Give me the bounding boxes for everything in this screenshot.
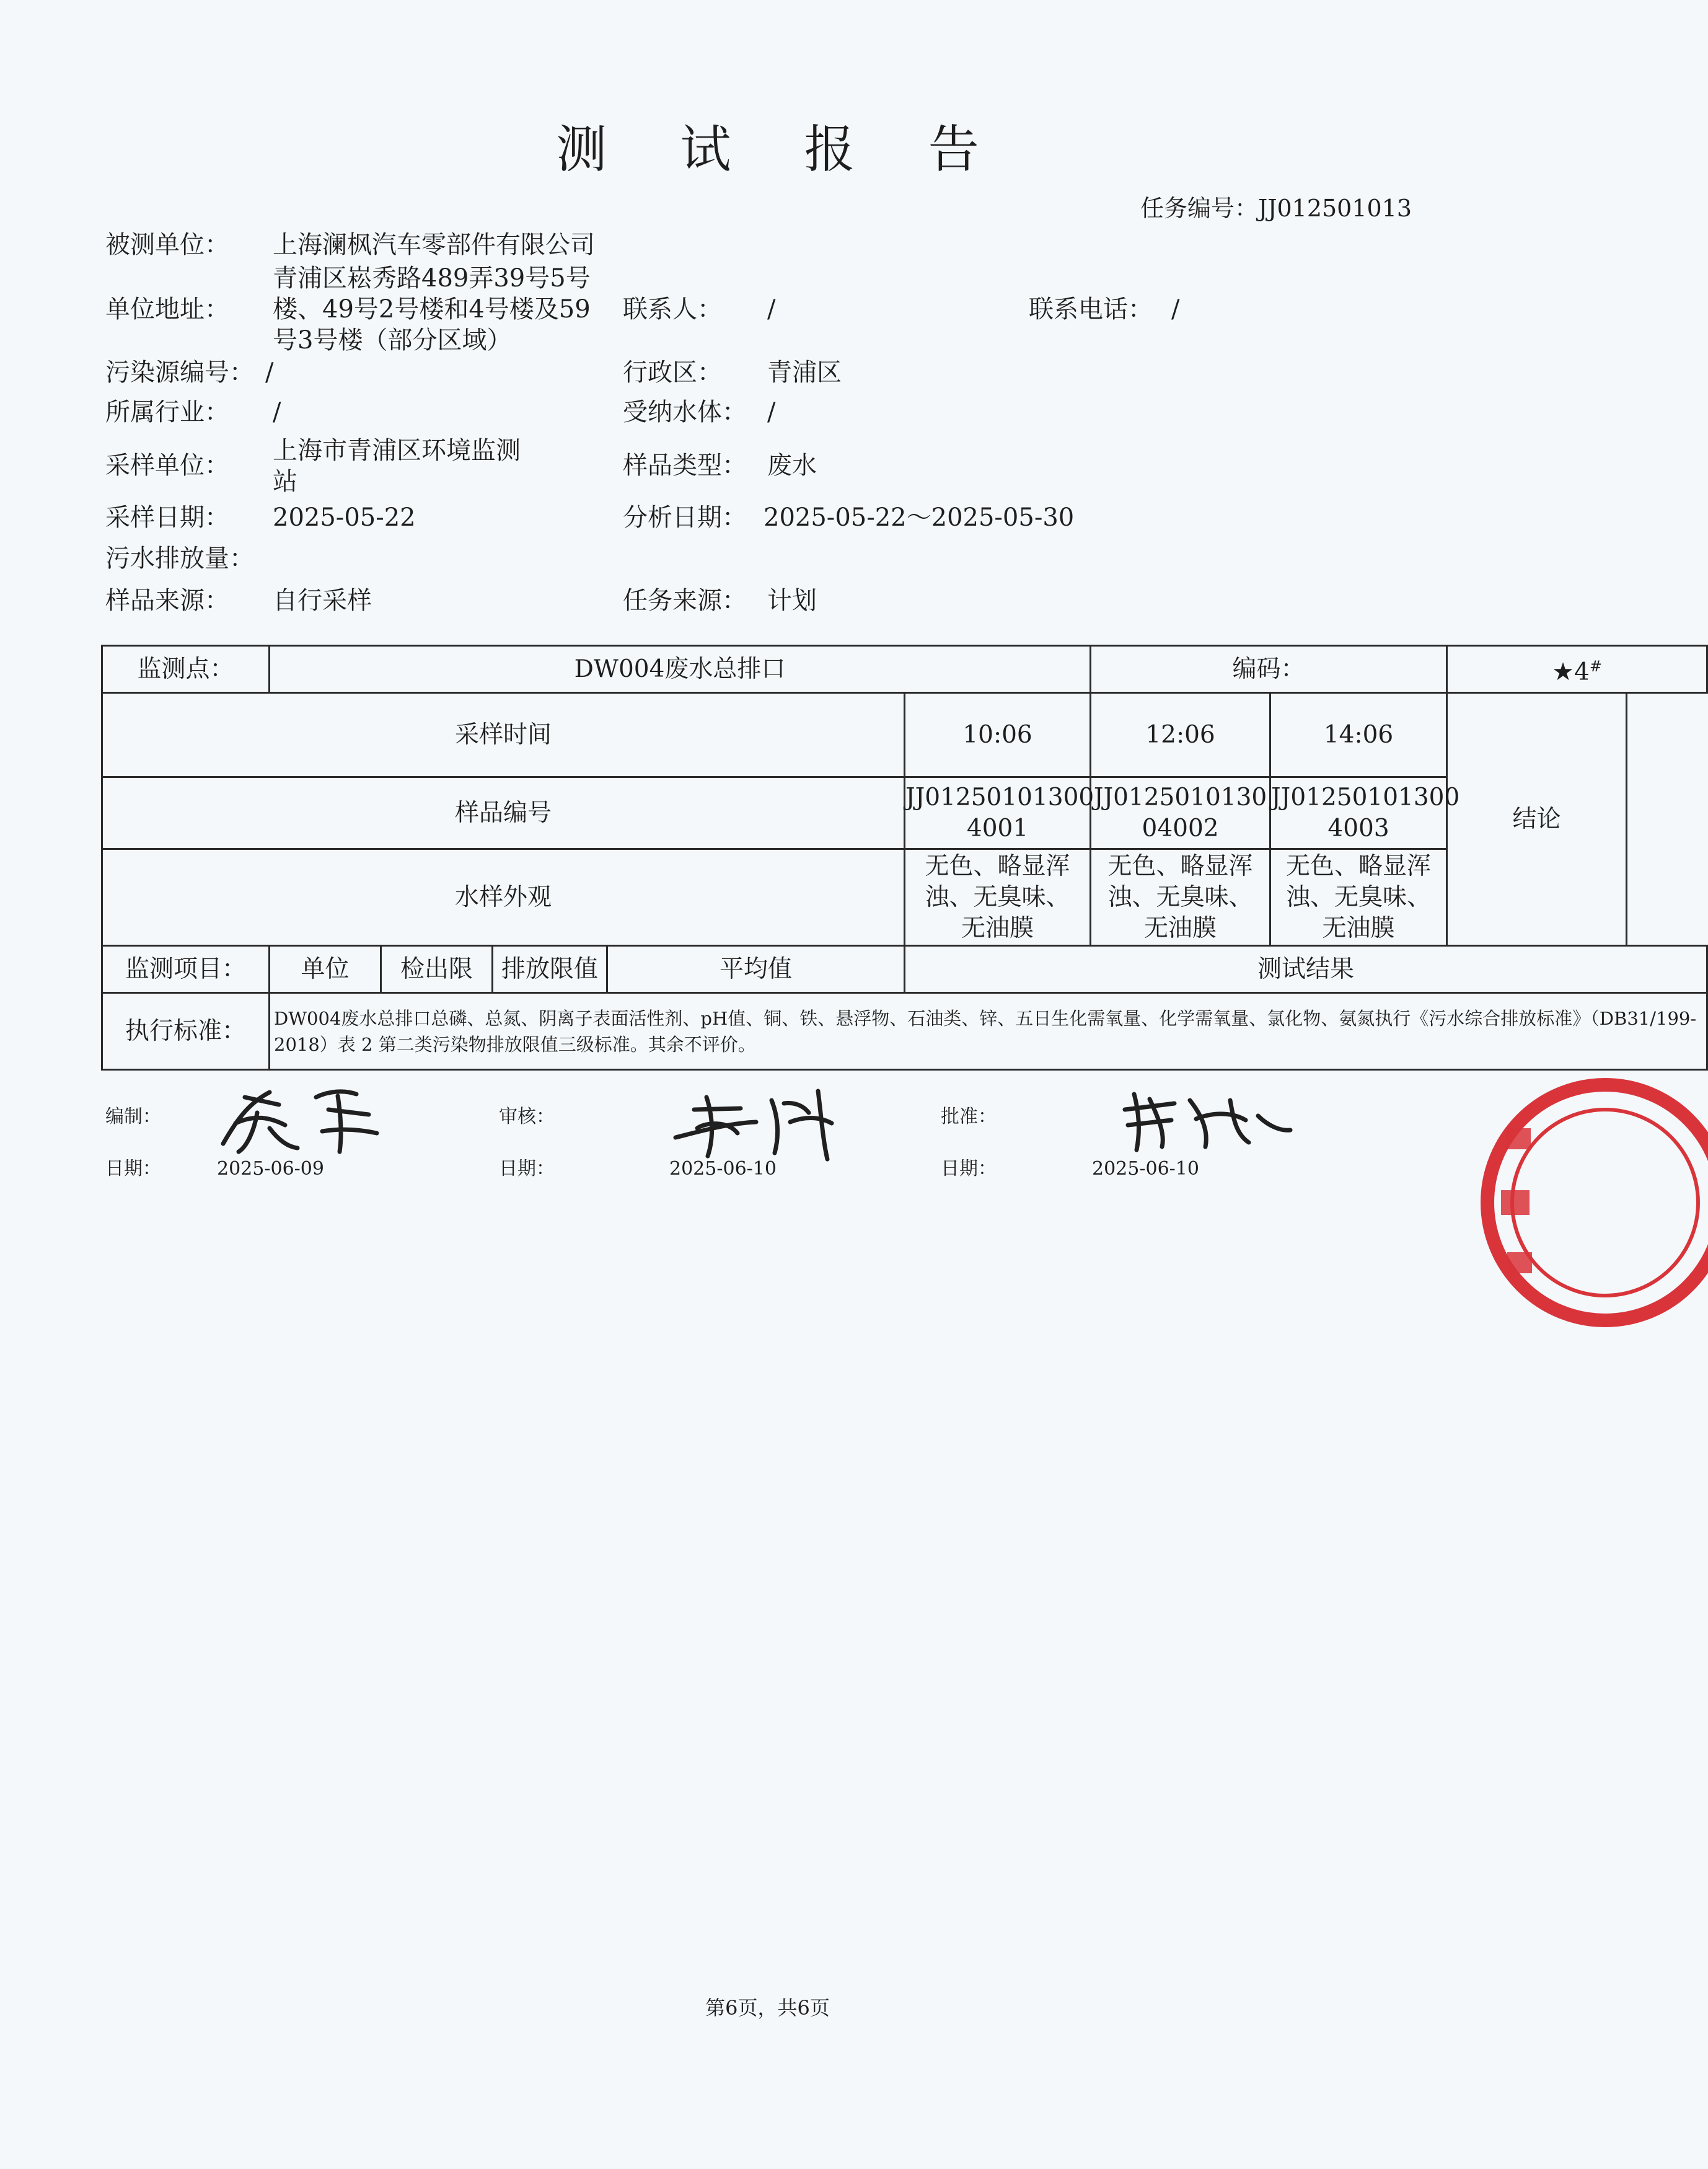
- appearance-1-line-1: 无色、略显浑: [925, 852, 1070, 880]
- standard-label: 执行标准：: [102, 993, 270, 1070]
- appearance-2-line-1: 无色、略显浑: [1107, 852, 1253, 880]
- task-source-value: 计划: [767, 586, 817, 615]
- sampling-date-label: 采样日期：: [105, 503, 229, 532]
- sample-id-2: [1091, 777, 1270, 849]
- contact-label: 联系人：: [623, 295, 722, 324]
- analysis-date-value: 2025-05-22～2025-05-30: [764, 503, 1075, 532]
- monitoring-point-row: [102, 646, 1707, 693]
- contact-value: /: [767, 295, 776, 324]
- sample-id-1-line-1: JJ01250101300: [905, 783, 1094, 811]
- sample-source-label: 样品来源：: [105, 586, 229, 615]
- phone-label: 联系电话：: [1029, 295, 1153, 324]
- col-header-emission-limit: 排放限值: [493, 946, 607, 993]
- industry-value: /: [273, 398, 281, 426]
- appearance-2: [1091, 849, 1270, 946]
- approve-date: 2025-06-10: [1092, 1158, 1199, 1180]
- sample-id-1: [905, 777, 1094, 849]
- phone-value: /: [1171, 295, 1180, 324]
- sample-source-value: 自行采样: [273, 586, 372, 615]
- sampling-unit-line-1: 上海市青浦区环境监测: [273, 436, 521, 465]
- sampling-unit-label: 采样单位：: [105, 451, 229, 480]
- col-header-unit: 单位: [270, 946, 381, 993]
- analysis-date-label: 分析日期：: [623, 503, 747, 532]
- appearance-1-line-2: 浊、无臭味、: [925, 883, 1070, 911]
- code-value: 4: [1574, 658, 1590, 686]
- compiled-date: 2025-06-09: [217, 1158, 324, 1180]
- monitoring-point-label: 监测点：: [102, 646, 270, 693]
- standard-row: [102, 993, 1707, 1070]
- review-date-label: 日期：: [499, 1158, 555, 1180]
- sample-id-3-line-1: JJ01250101300: [1271, 783, 1460, 811]
- sampling-time-row: [102, 693, 1707, 777]
- district-label: 行政区：: [623, 358, 722, 387]
- appearance-2-line-3: 无油膜: [1144, 914, 1217, 942]
- sample-id-3-line-2: 4003: [1327, 814, 1389, 842]
- receiving-water-label: 受纳水体：: [623, 398, 747, 426]
- address-label: 单位地址：: [105, 295, 229, 324]
- appearance-3: [1270, 849, 1447, 946]
- address-line-2: 楼、49号2号楼和4号楼及59: [273, 295, 591, 324]
- appearance-3-line-1: 无色、略显浑: [1286, 852, 1432, 880]
- col-header-detection-limit: 检出限: [381, 946, 493, 993]
- appearance-3-line-3: 无油膜: [1322, 914, 1395, 942]
- pollution-source-label: 污染源编号：: [105, 358, 254, 387]
- approve-date-label: 日期：: [941, 1158, 997, 1180]
- sampling-time-label: 采样时间: [102, 693, 905, 777]
- compiled-date-label: 日期：: [105, 1158, 161, 1180]
- reviewer-signature: [669, 1079, 855, 1165]
- col-header-item: 监测项目：: [102, 946, 270, 993]
- page-number: 第6页，共6页: [705, 1996, 830, 2020]
- appearance-1-line-3: 无油膜: [961, 914, 1034, 942]
- sampling-time-1: 10:06: [905, 693, 1091, 777]
- code-cell: [1447, 646, 1707, 693]
- col-header-average: 平均值: [607, 946, 905, 993]
- sampling-time-2: 12:06: [1091, 693, 1270, 777]
- pollution-source-value: /: [265, 358, 274, 387]
- district-value: 青浦区: [767, 358, 842, 387]
- appearance-3-line-2: 浊、无臭味、: [1286, 883, 1432, 911]
- report-title: 测 试 报 告: [556, 120, 1008, 179]
- report-table: [101, 645, 1708, 1071]
- industry-label: 所属行业：: [105, 398, 229, 426]
- monitoring-point-value: DW004废水总排口: [270, 646, 1091, 693]
- discharge-volume-label: 污水排放量：: [105, 544, 254, 573]
- review-date: 2025-06-10: [669, 1158, 777, 1180]
- appearance-2-line-2: 浊、无臭味、: [1107, 883, 1253, 911]
- sample-type-label: 样品类型：: [623, 451, 747, 480]
- task-number: 任务编号：JJ012501013: [1140, 195, 1412, 222]
- conclusion-label: 结论: [1447, 693, 1627, 946]
- sample-type-value: 废水: [767, 451, 817, 480]
- approver-signature: [1116, 1082, 1301, 1156]
- sample-id-3: [1270, 777, 1460, 849]
- sampling-date-value: 2025-05-22: [273, 503, 416, 532]
- address-line-1: 青浦区崧秀路489弄39号5号: [273, 264, 591, 293]
- col-header-results: 测试结果: [905, 946, 1707, 993]
- task-source-label: 任务来源：: [623, 586, 747, 615]
- standard-text: DW004废水总排口总磷、总氮、阴离子表面活性剂、pH值、铜、铁、悬浮物、石油类、锌、五日生化需氧量、化学需氧量、氯化物、氨氮执行《污水综合排放标准》（DB31/199-2018）表 2 第二类污染物排放限值三级标准。其余不评价。: [270, 993, 1707, 1070]
- tested-unit-label: 被测单位：: [105, 231, 229, 259]
- compiled-label: 编制：: [105, 1106, 161, 1128]
- tested-unit-value: 上海澜枫汽车零部件有限公司: [273, 231, 595, 259]
- sampling-time-3: 14:06: [1270, 693, 1447, 777]
- appearance-1: [905, 849, 1091, 946]
- sample-id-2-line-2: 04002: [1142, 814, 1219, 842]
- code-label: 编码：: [1091, 646, 1447, 693]
- review-label: 审核：: [499, 1106, 555, 1128]
- address-line-3: 号3号楼（部分区域）: [273, 326, 512, 355]
- sample-id-1-line-2: 4001: [966, 814, 1029, 842]
- code-sup: #: [1589, 657, 1602, 675]
- receiving-water-value: /: [767, 398, 776, 426]
- appearance-label: 水样外观: [102, 849, 905, 946]
- compiler-signature: [211, 1079, 397, 1159]
- sample-id-2-line-1: JJ0125010130: [1093, 783, 1267, 811]
- approve-label: 批准：: [941, 1106, 997, 1128]
- seal-stamp: [1463, 1079, 1535, 1327]
- sample-number-label: 样品编号: [102, 777, 905, 849]
- column-header-row: [102, 946, 1707, 993]
- sampling-unit-line-2: 站: [273, 467, 297, 496]
- star-icon: ★: [1552, 657, 1575, 686]
